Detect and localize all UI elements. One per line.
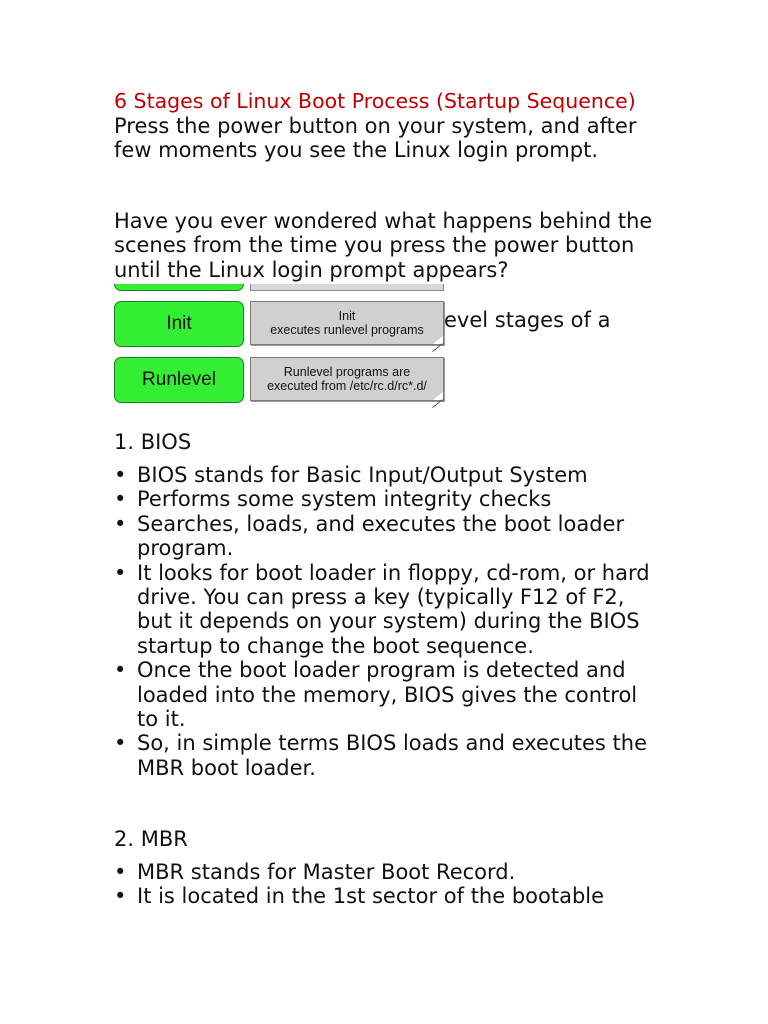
bullet-icon: • — [114, 463, 127, 487]
list-item: • Performs some system integrity checks — [114, 487, 552, 512]
list-item: • It is located in the 1st sector of the bootable — [114, 884, 605, 909]
bullet-icon: • — [114, 487, 127, 512]
list-item: • MBR stands for Master Boot Record. — [114, 860, 516, 884]
boot-stage-diagram — [110, 284, 450, 404]
bullet-icon: • — [114, 884, 127, 909]
stage-note-runlevel — [250, 357, 444, 401]
list-item: • BIOS stands for Basic Input/Output System — [114, 463, 588, 487]
bullet-icon: • — [114, 560, 127, 585]
stage-box-runlevel: Runlevel — [114, 357, 244, 403]
diagram-cut-off-box — [114, 284, 244, 291]
bios-bullet-list — [114, 463, 654, 780]
bullet-icon: • — [114, 658, 127, 683]
intro-paragraph-1: Press the power button on your system, and after few moments you see the Linux login prompt. — [114, 114, 637, 163]
list-item: • So, in simple terms BIOS loads and executes the MBR boot loader. — [114, 731, 647, 780]
stage-note-init — [250, 301, 444, 345]
bullet-icon: • — [114, 860, 127, 884]
note-line: executed from /etc/rc.d/rc*.d/ — [267, 379, 427, 393]
note-line: Init — [338, 309, 356, 323]
note-line: executes runlevel programs — [270, 323, 424, 337]
mbr-bullet-list — [114, 860, 654, 909]
diagram-cut-off-note — [250, 284, 444, 291]
page-fold-line — [432, 343, 443, 352]
note-line: Runlevel programs are — [283, 365, 411, 379]
partially-hidden-text: evel stages of a — [444, 308, 611, 332]
list-item: • It looks for boot loader in floppy, cd-rom, or hard drive. You can press a key (typically F12 of F2, but it depends on your system) during the BIOS startup to change the boot sequence. — [114, 560, 650, 658]
bullet-icon: • — [114, 511, 127, 536]
section-heading-bios: 1. BIOS — [114, 430, 192, 454]
intro-paragraph-2: Have you ever wondered what happens behind the scenes from the time you press the power button until the Linux login prompt appears? — [114, 209, 653, 282]
section-heading-mbr: 2. MBR — [114, 827, 188, 851]
page-fold-line — [432, 399, 443, 408]
list-item: • Once the boot loader program is detected and loaded into the memory, BIOS gives the control to it. — [114, 658, 638, 732]
bullet-icon: • — [114, 731, 127, 756]
list-item: • Searches, loads, and executes the boot loader program. — [114, 511, 625, 561]
stage-box-init: Init — [114, 301, 244, 347]
document-title: 6 Stages of Linux Boot Process (Startup Sequence) — [114, 89, 636, 113]
